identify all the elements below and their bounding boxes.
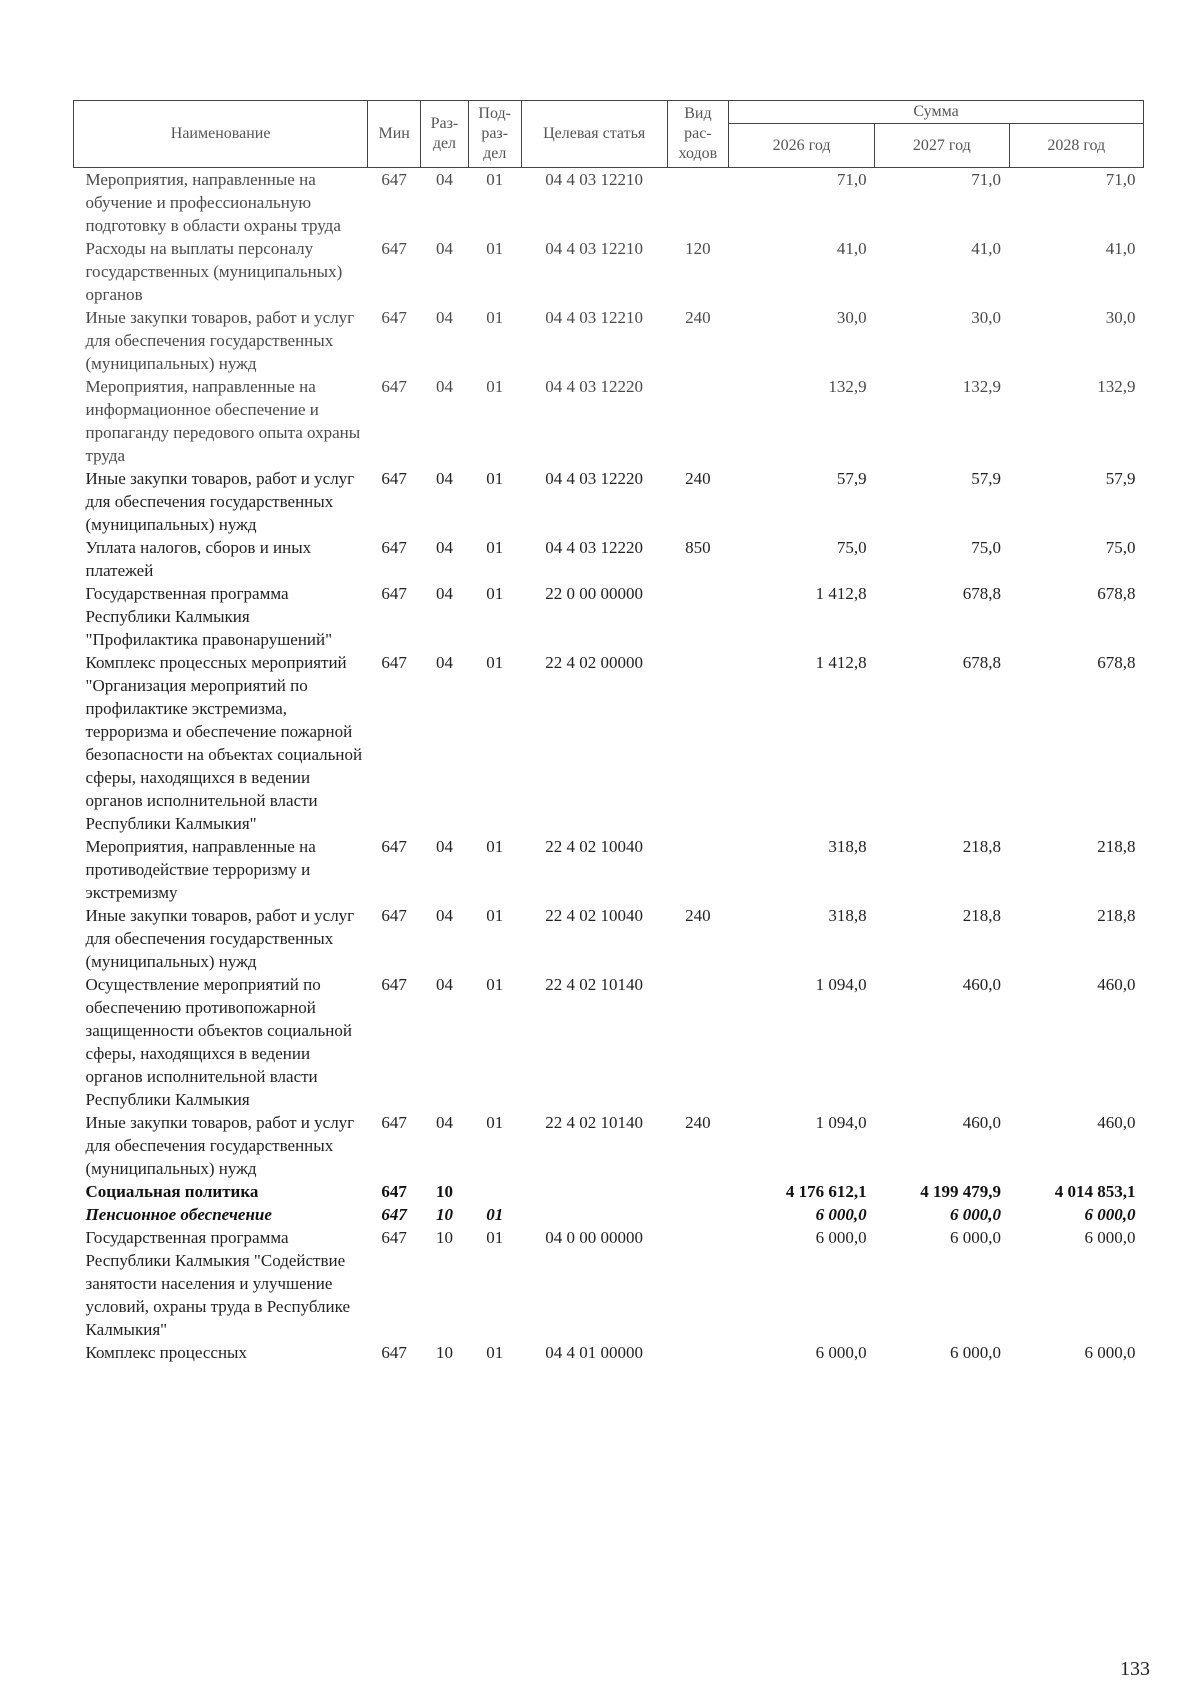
row-vid-raskhodov xyxy=(667,1180,728,1203)
row-podrazdel: 01 xyxy=(486,170,504,189)
row-sum-2027: 460,0 xyxy=(962,975,1002,994)
row-sum-2028: 30,0 xyxy=(1105,308,1136,327)
row-name: Осуществление мероприятий по обеспечению противопожарной защищенности объектов социальной сферы, находящихся в ведении органов исполнительной власти Республики Калмыкия xyxy=(85,975,352,1109)
row-sum-2027: 678,8 xyxy=(962,584,1002,603)
row-sum-2028: 6 000,0 xyxy=(1084,1228,1136,1247)
row-vid-raskhodov: 240 xyxy=(685,469,711,488)
table-row xyxy=(74,375,1144,467)
row-name: Государственная программа Республики Калмыкия "Содействие занятости населения и улучшение условий, охраны труда в Республике Калмыкия" xyxy=(85,1228,351,1339)
row-sum-2028: 41,0 xyxy=(1105,239,1136,258)
row-sum-2028: 678,8 xyxy=(1097,584,1136,603)
row-podrazdel: 01 xyxy=(486,837,504,856)
row-razdel: 04 xyxy=(435,469,453,488)
row-sum-2027: 57,9 xyxy=(971,469,1002,488)
row-name: Иные закупки товаров, работ и услуг для обеспечения государственных (муниципальных) нужд xyxy=(85,469,355,534)
row-celevaya-statya: 04 4 03 12210 xyxy=(545,170,644,189)
table-row xyxy=(74,168,1144,238)
row-sum-2028: 4 014 853,1 xyxy=(1054,1182,1136,1201)
table-row xyxy=(74,1226,1144,1341)
row-min: 647 xyxy=(381,239,407,258)
header-year-2027: 2027 год xyxy=(875,124,1009,168)
row-celevaya-statya: 22 4 02 10140 xyxy=(545,975,644,994)
row-podrazdel xyxy=(468,1180,521,1203)
row-name: Иные закупки товаров, работ и услуг для обеспечения государственных (муниципальных) нужд xyxy=(85,1113,355,1178)
row-sum-2028: 6 000,0 xyxy=(1084,1343,1136,1362)
table-body xyxy=(74,168,1144,1365)
header-podrazdel: Под-раз-дел xyxy=(468,101,521,168)
row-sum-2028: 460,0 xyxy=(1097,1113,1136,1132)
row-razdel: 04 xyxy=(435,906,453,925)
row-podrazdel: 01 xyxy=(486,308,504,327)
row-min: 647 xyxy=(381,170,407,189)
row-celevaya-statya: 04 4 01 00000 xyxy=(545,1343,644,1362)
row-celevaya-statya xyxy=(521,1180,667,1203)
row-vid-raskhodov xyxy=(667,1203,728,1226)
row-sum-2028: 132,9 xyxy=(1097,377,1136,396)
row-razdel: 04 xyxy=(435,975,453,994)
row-sum-2026: 75,0 xyxy=(836,538,867,557)
row-sum-2028: 218,8 xyxy=(1097,906,1136,925)
row-razdel: 04 xyxy=(435,239,453,258)
row-sum-2026: 71,0 xyxy=(836,170,867,189)
row-vid-raskhodov xyxy=(667,375,728,467)
row-sum-2027: 75,0 xyxy=(971,538,1002,557)
header-year-2028: 2028 год xyxy=(1009,124,1143,168)
row-sum-2027: 460,0 xyxy=(962,1113,1002,1132)
row-razdel: 04 xyxy=(435,377,453,396)
row-razdel: 10 xyxy=(435,1228,453,1247)
row-sum-2026: 6 000,0 xyxy=(815,1343,867,1362)
row-vid-raskhodov xyxy=(667,973,728,1111)
row-sum-2027: 218,8 xyxy=(962,837,1002,856)
row-podrazdel: 01 xyxy=(486,538,504,557)
row-sum-2026: 318,8 xyxy=(828,906,867,925)
page-number: 133 xyxy=(1120,1658,1150,1680)
row-celevaya-statya xyxy=(521,1203,667,1226)
row-min: 647 xyxy=(381,1205,407,1224)
row-celevaya-statya: 04 4 03 12220 xyxy=(545,377,644,396)
row-min: 647 xyxy=(381,584,407,603)
header-summa: Сумма xyxy=(729,101,1144,124)
row-sum-2026: 41,0 xyxy=(836,239,867,258)
table-row xyxy=(74,237,1144,306)
row-min: 647 xyxy=(381,1228,407,1247)
row-sum-2028: 71,0 xyxy=(1105,170,1136,189)
row-name: Расходы на выплаты персоналу государственных (муниципальных) органов xyxy=(85,239,343,304)
row-name: Государственная программа Республики Калмыкия "Профилактика правонарушений" xyxy=(85,584,333,649)
row-sum-2026: 1 412,8 xyxy=(815,653,867,672)
header-vid-raskhodov: Вид рас-ходов xyxy=(667,101,728,168)
row-min: 647 xyxy=(381,377,407,396)
row-sum-2027: 6 000,0 xyxy=(950,1343,1002,1362)
row-sum-2028: 75,0 xyxy=(1105,538,1136,557)
row-name: Мероприятия, направленные на информационное обеспечение и пропаганду передового опыта охраны труда xyxy=(85,377,361,465)
row-celevaya-statya: 04 4 03 12210 xyxy=(545,239,644,258)
row-sum-2026: 57,9 xyxy=(836,469,867,488)
table-row-subsection-total xyxy=(74,1203,1144,1226)
row-sum-2028: 57,9 xyxy=(1105,469,1136,488)
row-vid-raskhodov: 240 xyxy=(685,906,711,925)
row-razdel: 04 xyxy=(435,1113,453,1132)
row-podrazdel: 01 xyxy=(486,377,504,396)
row-min: 647 xyxy=(381,906,407,925)
row-podrazdel: 01 xyxy=(486,1113,504,1132)
table-row xyxy=(74,904,1144,973)
row-sum-2026: 132,9 xyxy=(828,377,867,396)
row-sum-2027: 41,0 xyxy=(971,239,1002,258)
row-sum-2028: 218,8 xyxy=(1097,837,1136,856)
row-name: Уплата налогов, сборов и иных платежей xyxy=(85,538,312,580)
row-celevaya-statya: 04 4 03 12220 xyxy=(545,469,644,488)
budget-table xyxy=(73,100,1144,1364)
row-name: Мероприятия, направленные на противодействие терроризму и экстремизму xyxy=(85,837,316,902)
row-podrazdel: 01 xyxy=(486,584,504,603)
row-sum-2027: 678,8 xyxy=(962,653,1002,672)
table-row xyxy=(74,306,1144,375)
row-celevaya-statya: 04 4 03 12220 xyxy=(545,538,644,557)
row-razdel: 04 xyxy=(435,584,453,603)
row-vid-raskhodov: 240 xyxy=(685,1113,711,1132)
row-razdel: 10 xyxy=(435,1343,453,1362)
row-sum-2028: 6 000,0 xyxy=(1084,1205,1136,1224)
row-sum-2026: 30,0 xyxy=(836,308,867,327)
row-name: Комплекс процессных xyxy=(85,1343,247,1362)
row-name: Иные закупки товаров, работ и услуг для обеспечения государственных (муниципальных) нужд xyxy=(85,308,355,373)
row-razdel: 10 xyxy=(435,1205,453,1224)
row-name: Мероприятия, направленные на обучение и профессиональную подготовку в области охраны труда xyxy=(85,170,341,235)
row-podrazdel: 01 xyxy=(486,975,504,994)
row-min: 647 xyxy=(381,1182,407,1201)
row-razdel: 04 xyxy=(435,538,453,557)
header-year-2026: 2026 год xyxy=(729,124,875,168)
row-sum-2026: 4 176 612,1 xyxy=(785,1182,867,1201)
row-razdel: 04 xyxy=(435,308,453,327)
row-min: 647 xyxy=(381,837,407,856)
row-sum-2027: 30,0 xyxy=(971,308,1002,327)
row-podrazdel: 01 xyxy=(486,1228,504,1247)
row-sum-2027: 71,0 xyxy=(971,170,1002,189)
row-sum-2028: 678,8 xyxy=(1097,653,1136,672)
row-sum-2026: 6 000,0 xyxy=(815,1205,867,1224)
row-vid-raskhodov: 120 xyxy=(685,239,711,258)
row-celevaya-statya: 22 0 00 00000 xyxy=(545,584,644,603)
row-vid-raskhodov: 850 xyxy=(685,538,711,557)
row-podrazdel: 01 xyxy=(486,1205,504,1224)
row-podrazdel: 01 xyxy=(486,469,504,488)
row-vid-raskhodov xyxy=(667,1341,728,1364)
row-sum-2026: 1 094,0 xyxy=(815,975,867,994)
row-min: 647 xyxy=(381,975,407,994)
row-sum-2026: 1 412,8 xyxy=(815,584,867,603)
table-row xyxy=(74,1111,1144,1180)
table-row xyxy=(74,467,1144,536)
row-min: 647 xyxy=(381,1113,407,1132)
row-min: 647 xyxy=(381,308,407,327)
row-podrazdel: 01 xyxy=(486,239,504,258)
row-podrazdel: 01 xyxy=(486,906,504,925)
row-min: 647 xyxy=(381,1343,407,1362)
table-row xyxy=(74,582,1144,651)
row-celevaya-statya: 22 4 02 10040 xyxy=(545,837,644,856)
row-celevaya-statya: 22 4 02 10140 xyxy=(545,1113,644,1132)
row-razdel: 10 xyxy=(435,1182,453,1201)
row-vid-raskhodov xyxy=(667,835,728,904)
row-sum-2027: 132,9 xyxy=(962,377,1002,396)
row-sum-2027: 4 199 479,9 xyxy=(920,1182,1002,1201)
row-sum-2027: 6 000,0 xyxy=(950,1228,1002,1247)
table-row xyxy=(74,536,1144,582)
table-header xyxy=(74,101,1144,168)
row-razdel: 04 xyxy=(435,170,453,189)
row-vid-raskhodov xyxy=(667,168,728,238)
row-name: Комплекс процессных мероприятий "Организация мероприятий по профилактике экстремизма, терроризма и обеспечение пожарной безопасности на объектах социальной сферы, находящихся в ведении органов исполнительной власти Республики Калмыкия" xyxy=(85,653,363,833)
row-vid-raskhodov: 240 xyxy=(685,308,711,327)
row-sum-2028: 460,0 xyxy=(1097,975,1136,994)
row-sum-2026: 1 094,0 xyxy=(815,1113,867,1132)
row-celevaya-statya: 22 4 02 10040 xyxy=(545,906,644,925)
header-min: Мин xyxy=(368,101,421,168)
table-row xyxy=(74,973,1144,1111)
row-razdel: 04 xyxy=(435,653,453,672)
row-min: 647 xyxy=(381,538,407,557)
row-sum-2026: 6 000,0 xyxy=(815,1228,867,1247)
row-vid-raskhodov xyxy=(667,1226,728,1341)
row-name: Пенсионное обеспечение xyxy=(85,1205,272,1224)
table-row-section-total xyxy=(74,1180,1144,1203)
header-razdel: Раз-дел xyxy=(421,101,469,168)
row-celevaya-statya: 04 0 00 00000 xyxy=(545,1228,644,1247)
row-name: Иные закупки товаров, работ и услуг для обеспечения государственных (муниципальных) нужд xyxy=(85,906,355,971)
row-vid-raskhodov xyxy=(667,582,728,651)
row-sum-2027: 218,8 xyxy=(962,906,1002,925)
header-name: Наименование xyxy=(74,101,368,168)
row-min: 647 xyxy=(381,469,407,488)
row-celevaya-statya: 04 4 03 12210 xyxy=(545,308,644,327)
header-celevaya-statya: Целевая статья xyxy=(521,101,667,168)
row-podrazdel: 01 xyxy=(486,1343,504,1362)
row-celevaya-statya: 22 4 02 00000 xyxy=(545,653,644,672)
row-min: 647 xyxy=(381,653,407,672)
row-razdel: 04 xyxy=(435,837,453,856)
table-row xyxy=(74,1341,1144,1364)
row-vid-raskhodov xyxy=(667,651,728,835)
table-row xyxy=(74,651,1144,835)
row-sum-2026: 318,8 xyxy=(828,837,867,856)
row-podrazdel: 01 xyxy=(486,653,504,672)
table-row xyxy=(74,835,1144,904)
row-name: Социальная политика xyxy=(85,1182,259,1201)
row-sum-2027: 6 000,0 xyxy=(950,1205,1002,1224)
